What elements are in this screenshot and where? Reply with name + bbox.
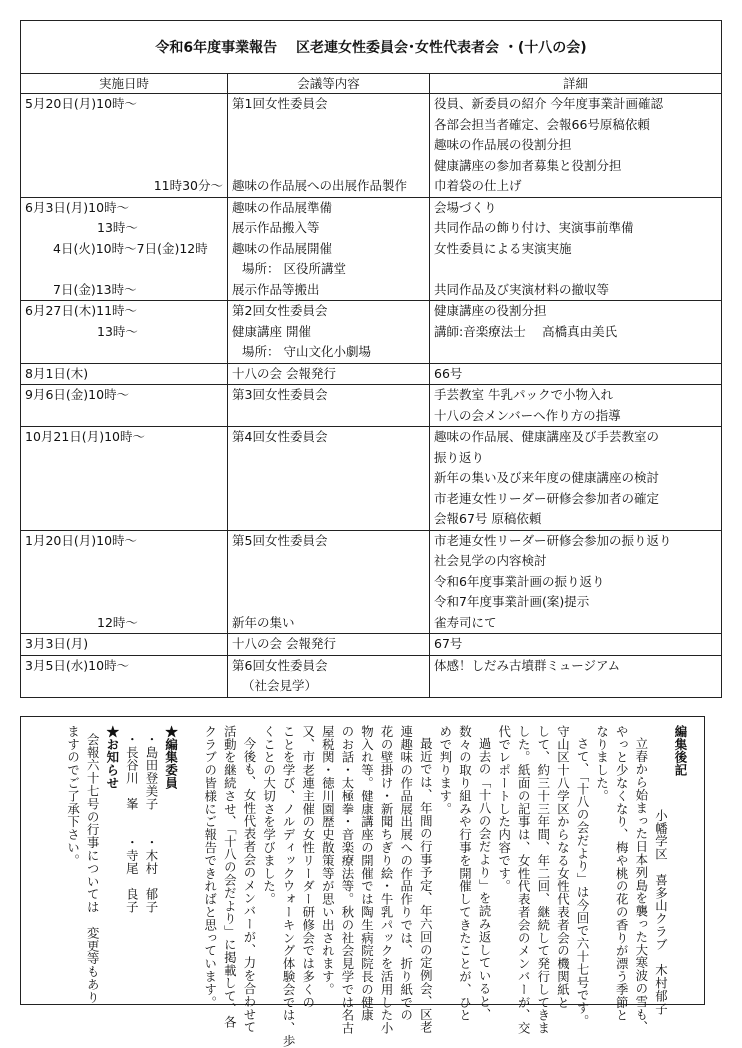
content-line xyxy=(232,156,425,177)
content-cell xyxy=(228,634,430,656)
table-row xyxy=(21,427,722,531)
content-cell xyxy=(228,385,430,427)
content-line: 第1回女性委員会 xyxy=(232,96,328,111)
content-line xyxy=(232,592,425,613)
notes-line: した。紙面の記事は、女性代表者会のメンバーが、交 xyxy=(516,725,532,1035)
detail-line xyxy=(434,342,717,363)
content-cell xyxy=(228,301,430,364)
content-line: 場所： 守山文化小劇場 xyxy=(242,344,371,359)
notes-spacer xyxy=(181,725,201,997)
committee-line: ・長谷川 峯 ・寺尾 良子 xyxy=(124,733,140,914)
detail-line: 共同作品の飾り付け、実演事前準備 xyxy=(434,220,634,235)
detail-line: 新年の集い及び来年度の健康講座の検討 xyxy=(434,470,660,485)
content-cell xyxy=(228,197,430,301)
date-line: 4日(火)10時～7日(金)12時 xyxy=(53,240,208,256)
date-line: 6月3日(月)10時～ xyxy=(25,199,130,215)
date-line: 12時～ xyxy=(97,614,138,630)
date-line: 11時30分～ xyxy=(153,178,223,193)
detail-line: 講師:音楽療法士 高橋真由美氏 xyxy=(434,323,618,339)
table-row xyxy=(21,385,722,427)
content-cell xyxy=(228,427,430,531)
detail-line xyxy=(434,676,717,697)
detail-line: 会報67号 原稿依頼 xyxy=(434,511,542,526)
date-line: 3月3日(月) xyxy=(25,636,89,651)
detail-line: 健康講座の参加者募集と役割分担 xyxy=(434,157,622,173)
date-line xyxy=(25,676,223,697)
detail-cell xyxy=(430,655,722,697)
content-line: 場所： 区役所講堂 xyxy=(242,261,346,276)
notes-line: 数々の取り組みや行事を開催してきたことが、ひと xyxy=(457,725,473,1022)
content-line xyxy=(232,115,425,136)
date-line: 10月21日(月)10時～ xyxy=(25,429,145,444)
date-cell xyxy=(21,197,228,301)
detail-cell xyxy=(430,363,722,385)
report-title: 令和6年度事業報告 区老連女性委員会･女性代表者会 ・(十八の会) xyxy=(21,21,722,74)
detail-cell xyxy=(430,197,722,301)
detail-cell xyxy=(430,634,722,656)
content-line: 第5回女性委員会 xyxy=(232,532,328,548)
notes-line: 最近では、年間の行事予定、年六回の定例会、区老 xyxy=(418,737,434,1034)
notes-line: して、約三十三年間、年二回、継続して発行してきま xyxy=(535,725,551,1035)
content-line: 第3回女性委員会 xyxy=(232,387,328,402)
notes-line: めで判ります。 xyxy=(437,725,453,816)
content-line: （社会見学） xyxy=(242,678,318,693)
committee-line: ・島田登美子 ・木村 郁子 xyxy=(143,733,159,914)
editorial-notes-text xyxy=(63,725,690,1048)
date-line xyxy=(25,468,223,489)
table-row xyxy=(21,655,722,697)
content-line: 趣味の作品展開催 xyxy=(232,240,333,256)
notes-line: 過去の「十八の会だより」を読み返していると、 xyxy=(477,737,493,1021)
date-line: 8月1日(木) xyxy=(25,365,89,381)
detail-line: 社会見学の内容検討 xyxy=(434,553,547,568)
notes-line: なりました。 xyxy=(594,725,610,803)
notes-line: 守山区十八学区からなる女性代表者会の機関紙と xyxy=(555,725,571,1009)
column-header-detail: 詳細 xyxy=(430,74,722,94)
content-cell xyxy=(228,655,430,697)
detail-line: 共同作品及び実演材料の撤収等 xyxy=(434,281,610,297)
date-line xyxy=(25,592,223,613)
content-line: 十八の会 会報発行 xyxy=(232,636,336,651)
notice-line: 会報六十七号の行事については 変更等もあり xyxy=(85,733,101,1004)
report-table xyxy=(20,20,722,698)
content-line: 展示作品搬入等 xyxy=(232,220,320,235)
date-cell xyxy=(21,301,228,364)
detail-line: 趣味の作品展、健康講座及び手芸教室の xyxy=(434,429,660,444)
date-line: 13時～ xyxy=(97,323,138,339)
notes-line: 物入れ等。健康講座の開催では陶生病院院長の健康 xyxy=(359,725,375,1022)
table-row xyxy=(21,197,722,301)
date-line xyxy=(25,448,223,469)
content-line: 十八の会 会報発行 xyxy=(232,365,336,381)
detail-line: 手芸教室 牛乳パックで小物入れ xyxy=(434,387,613,402)
date-cell xyxy=(21,655,228,697)
date-line xyxy=(25,135,223,156)
detail-line: 雀寿司にて xyxy=(434,614,497,630)
notes-line: やっと少なくなり、梅や桃の花の香りが漂う季節と xyxy=(614,725,630,1022)
content-line: 趣味の作品展準備 xyxy=(232,199,333,215)
date-line: 7日(金)13時～ xyxy=(53,281,137,297)
notes-line: 屋税関・徳川園歴史散策等が思い出されます。 xyxy=(320,725,336,996)
date-cell xyxy=(21,363,228,385)
committee-heading: ★編集委員 xyxy=(163,725,179,790)
notice-heading: ★お知らせ xyxy=(104,725,120,790)
date-line: 13時～ xyxy=(97,220,138,235)
notes-line: のお話・太極拳・音楽療法等。秋の社会見学では名古 xyxy=(339,725,355,1035)
column-header-content: 会議等内容 xyxy=(228,74,430,94)
notes-line: ことを学び、ノルディックウォーキング体験会では、歩 xyxy=(281,725,297,1048)
content-line xyxy=(232,489,425,510)
notes-line: 活動を継続させ、「十八の会だより」に掲載して、各 xyxy=(222,725,238,1029)
content-line: 第2回女性委員会 xyxy=(232,303,328,318)
content-cell xyxy=(228,363,430,385)
notes-line: クラブの皆様にご報告できればと思っています。 xyxy=(202,725,218,1009)
content-cell xyxy=(228,94,430,198)
date-cell xyxy=(21,530,228,634)
date-line: 1月20日(月)10時～ xyxy=(25,532,138,548)
detail-line: 市老連女性リーダー研修会参加の振り返り xyxy=(434,532,672,548)
detail-cell xyxy=(430,301,722,364)
table-row xyxy=(21,634,722,656)
notes-heading: 編集後記 xyxy=(673,725,688,777)
content-line xyxy=(232,448,425,469)
date-line xyxy=(25,342,223,363)
date-line xyxy=(25,489,223,510)
date-line: 5月20日(月)10時～ xyxy=(25,96,138,111)
date-line: 3月5日(水)10時～ xyxy=(25,657,130,673)
detail-line: 66号 xyxy=(434,365,463,381)
detail-line: 令和7年度事業計画(案)提示 xyxy=(434,594,590,609)
content-line xyxy=(232,509,425,530)
content-cell xyxy=(228,530,430,634)
detail-line: 健康講座の役割分担 xyxy=(434,303,547,318)
table-row xyxy=(21,94,722,198)
content-line: 健康講座 開催 xyxy=(232,323,311,339)
notes-line: 花の壁掛け・新聞ちぎり絵・牛乳パックを活用した小 xyxy=(379,725,395,1035)
date-line xyxy=(25,259,223,280)
notes-line: 又、市老連主催の女性リーダー研修会では多くの xyxy=(300,725,316,1009)
date-line xyxy=(25,551,223,572)
table-row xyxy=(21,363,722,385)
notes-line: 今後も、女性代表者会のメンバーが、力を合わせて xyxy=(241,737,257,1034)
content-line xyxy=(232,572,425,593)
date-cell xyxy=(21,385,228,427)
notes-byline: 小幡学区 喜多山クラブ 木村郁子 xyxy=(653,809,669,1016)
table-row xyxy=(21,530,722,634)
date-line xyxy=(25,406,223,427)
detail-line: 各部会担当者確定、会報66号原稿依頼 xyxy=(434,116,650,132)
date-line: 9月6日(金)10時～ xyxy=(25,387,130,402)
date-line xyxy=(25,572,223,593)
editorial-notes-box xyxy=(20,716,705,1048)
detail-line xyxy=(434,259,717,280)
content-line xyxy=(232,406,425,427)
detail-line: 振り返り xyxy=(434,449,485,465)
detail-line: 趣味の作品展の役割分担 xyxy=(434,137,572,152)
detail-line: 67号 xyxy=(434,636,463,651)
notice-line: ますのでご了承下さい。 xyxy=(65,725,81,867)
detail-line: 令和6年度事業計画の振り返り xyxy=(434,573,605,589)
notes-line: くことの大切さを学びました。 xyxy=(261,725,277,906)
detail-cell xyxy=(430,94,722,198)
detail-line: 会場づくり xyxy=(434,199,497,215)
content-line: 第4回女性委員会 xyxy=(232,429,328,444)
content-line xyxy=(232,551,425,572)
notes-line: さて、「十八の会だより」は今回で六十七号です。 xyxy=(575,737,591,1028)
column-header-date: 実施日時 xyxy=(21,74,228,94)
detail-line: 役員、新委員の紹介 今年度事業計画確認 xyxy=(434,96,663,111)
table-row xyxy=(21,301,722,364)
detail-line: 市老連女性リーダー研修会参加者の確定 xyxy=(434,490,660,506)
detail-cell xyxy=(430,530,722,634)
notes-line: 代でレポートした内容です。 xyxy=(496,725,512,893)
content-line: 新年の集い xyxy=(232,614,295,630)
date-cell xyxy=(21,427,228,531)
detail-cell xyxy=(430,427,722,531)
date-line xyxy=(25,156,223,177)
content-line: 展示作品等搬出 xyxy=(232,281,320,297)
content-line: 趣味の作品展への出展作品製作 xyxy=(232,178,408,193)
date-line xyxy=(25,509,223,530)
notes-line: 連趣味の作品展出展への作品作りでは、折り紙での xyxy=(398,725,414,1022)
content-line xyxy=(232,468,425,489)
detail-cell xyxy=(430,385,722,427)
notes-line: 立春から始まった日本列島を襲った大寒波の雪も、 xyxy=(633,737,649,1034)
detail-line: 十八の会メンバーへ作り方の指導 xyxy=(434,407,621,423)
date-cell xyxy=(21,94,228,198)
detail-line: 巾着袋の仕上げ xyxy=(434,178,522,193)
content-line: 第6回女性委員会 xyxy=(232,657,328,673)
detail-line: 女性委員による実演実施 xyxy=(434,240,572,256)
date-cell xyxy=(21,634,228,656)
date-line: 6月27日(木)11時～ xyxy=(25,303,138,318)
date-line xyxy=(25,115,223,136)
content-line xyxy=(232,135,425,156)
detail-line: 体感！しだみ古墳群ミュージアム xyxy=(434,657,621,673)
